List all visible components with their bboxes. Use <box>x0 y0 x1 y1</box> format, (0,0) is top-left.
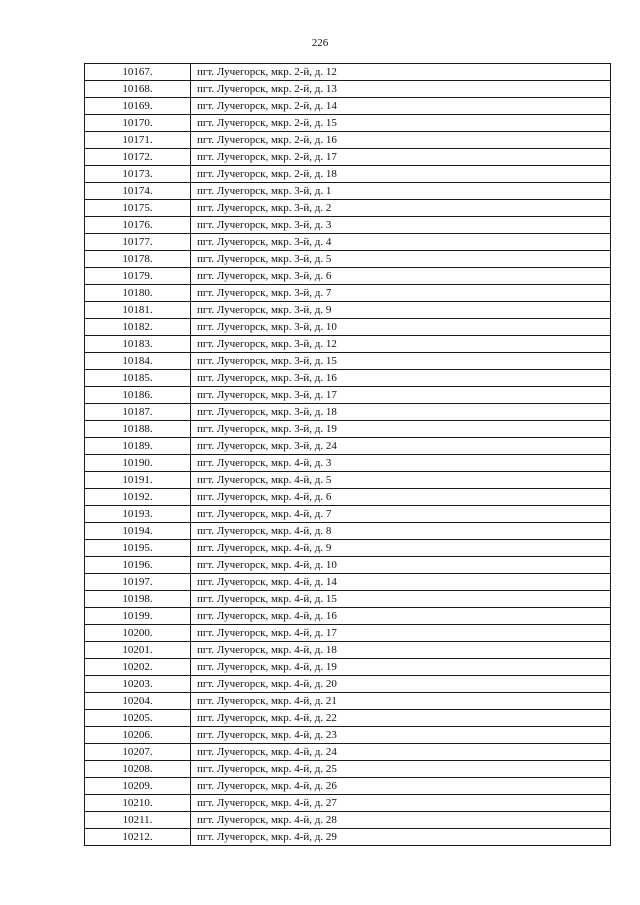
row-number-cell: 10204. <box>85 693 191 710</box>
address-cell: пгт. Лучегорск, мкр. 4-й, д. 14 <box>191 574 611 591</box>
table-row <box>85 642 611 659</box>
address-cell: пгт. Лучегорск, мкр. 3-й, д. 7 <box>191 285 611 302</box>
address-cell: пгт. Лучегорск, мкр. 3-й, д. 17 <box>191 387 611 404</box>
row-number-cell: 10188. <box>85 421 191 438</box>
address-cell: пгт. Лучегорск, мкр. 2-й, д. 13 <box>191 81 611 98</box>
address-cell: пгт. Лучегорск, мкр. 4-й, д. 19 <box>191 659 611 676</box>
table-row <box>85 183 611 200</box>
row-number-cell: 10187. <box>85 404 191 421</box>
address-cell: пгт. Лучегорск, мкр. 2-й, д. 17 <box>191 149 611 166</box>
table-row <box>85 149 611 166</box>
table-row <box>85 778 611 795</box>
address-cell: пгт. Лучегорск, мкр. 2-й, д. 12 <box>191 64 611 81</box>
address-cell: пгт. Лучегорск, мкр. 4-й, д. 9 <box>191 540 611 557</box>
row-number-cell: 10186. <box>85 387 191 404</box>
address-cell: пгт. Лучегорск, мкр. 3-й, д. 9 <box>191 302 611 319</box>
table-row <box>85 81 611 98</box>
row-number-cell: 10178. <box>85 251 191 268</box>
table-row <box>85 404 611 421</box>
table-row <box>85 591 611 608</box>
row-number-cell: 10180. <box>85 285 191 302</box>
table-row <box>85 489 611 506</box>
row-number-cell: 10199. <box>85 608 191 625</box>
row-number-cell: 10167. <box>85 64 191 81</box>
table-row <box>85 285 611 302</box>
row-number-cell: 10190. <box>85 455 191 472</box>
row-number-cell: 10173. <box>85 166 191 183</box>
row-number-cell: 10200. <box>85 625 191 642</box>
address-cell: пгт. Лучегорск, мкр. 4-й, д. 17 <box>191 625 611 642</box>
row-number-cell: 10203. <box>85 676 191 693</box>
address-cell: пгт. Лучегорск, мкр. 3-й, д. 24 <box>191 438 611 455</box>
address-cell: пгт. Лучегорск, мкр. 3-й, д. 3 <box>191 217 611 234</box>
table-row <box>85 574 611 591</box>
table-row <box>85 557 611 574</box>
row-number-cell: 10177. <box>85 234 191 251</box>
row-number-cell: 10185. <box>85 370 191 387</box>
table-row <box>85 795 611 812</box>
row-number-cell: 10182. <box>85 319 191 336</box>
row-number-cell: 10172. <box>85 149 191 166</box>
address-cell: пгт. Лучегорск, мкр. 4-й, д. 5 <box>191 472 611 489</box>
table-row <box>85 608 611 625</box>
table-row <box>85 812 611 829</box>
address-cell: пгт. Лучегорск, мкр. 3-й, д. 5 <box>191 251 611 268</box>
row-number-cell: 10175. <box>85 200 191 217</box>
table-row <box>85 659 611 676</box>
row-number-cell: 10189. <box>85 438 191 455</box>
address-cell: пгт. Лучегорск, мкр. 4-й, д. 23 <box>191 727 611 744</box>
row-number-cell: 10209. <box>85 778 191 795</box>
table-row <box>85 472 611 489</box>
address-cell: пгт. Лучегорск, мкр. 3-й, д. 18 <box>191 404 611 421</box>
row-number-cell: 10170. <box>85 115 191 132</box>
address-cell: пгт. Лучегорск, мкр. 3-й, д. 1 <box>191 183 611 200</box>
table-row <box>85 829 611 846</box>
address-cell: пгт. Лучегорск, мкр. 4-й, д. 8 <box>191 523 611 540</box>
row-number-cell: 10184. <box>85 353 191 370</box>
address-cell: пгт. Лучегорск, мкр. 3-й, д. 12 <box>191 336 611 353</box>
address-cell: пгт. Лучегорск, мкр. 4-й, д. 29 <box>191 829 611 846</box>
row-number-cell: 10202. <box>85 659 191 676</box>
address-cell: пгт. Лучегорск, мкр. 3-й, д. 4 <box>191 234 611 251</box>
address-registry-table <box>84 63 611 846</box>
row-number-cell: 10206. <box>85 727 191 744</box>
address-cell: пгт. Лучегорск, мкр. 2-й, д. 16 <box>191 132 611 149</box>
address-cell: пгт. Лучегорск, мкр. 3-й, д. 2 <box>191 200 611 217</box>
row-number-cell: 10211. <box>85 812 191 829</box>
table-row <box>85 455 611 472</box>
address-cell: пгт. Лучегорск, мкр. 3-й, д. 19 <box>191 421 611 438</box>
address-cell: пгт. Лучегорск, мкр. 3-й, д. 6 <box>191 268 611 285</box>
table-row <box>85 370 611 387</box>
table-row <box>85 302 611 319</box>
row-number-cell: 10207. <box>85 744 191 761</box>
address-cell: пгт. Лучегорск, мкр. 4-й, д. 16 <box>191 608 611 625</box>
row-number-cell: 10193. <box>85 506 191 523</box>
table-row <box>85 336 611 353</box>
table-row <box>85 64 611 81</box>
row-number-cell: 10208. <box>85 761 191 778</box>
row-number-cell: 10197. <box>85 574 191 591</box>
row-number-cell: 10201. <box>85 642 191 659</box>
row-number-cell: 10171. <box>85 132 191 149</box>
row-number-cell: 10196. <box>85 557 191 574</box>
registry-table-body <box>85 64 611 846</box>
table-row <box>85 319 611 336</box>
address-cell: пгт. Лучегорск, мкр. 4-й, д. 22 <box>191 710 611 727</box>
row-number-cell: 10181. <box>85 302 191 319</box>
page-number: 226 <box>311 37 329 49</box>
table-row <box>85 727 611 744</box>
address-cell: пгт. Лучегорск, мкр. 3-й, д. 15 <box>191 353 611 370</box>
address-cell: пгт. Лучегорск, мкр. 4-й, д. 26 <box>191 778 611 795</box>
row-number-cell: 10168. <box>85 81 191 98</box>
table-row <box>85 387 611 404</box>
table-row <box>85 625 611 642</box>
row-number-cell: 10183. <box>85 336 191 353</box>
row-number-cell: 10194. <box>85 523 191 540</box>
row-number-cell: 10195. <box>85 540 191 557</box>
table-row <box>85 540 611 557</box>
table-row <box>85 421 611 438</box>
table-row <box>85 166 611 183</box>
address-cell: пгт. Лучегорск, мкр. 3-й, д. 16 <box>191 370 611 387</box>
row-number-cell: 10174. <box>85 183 191 200</box>
address-cell: пгт. Лучегорск, мкр. 4-й, д. 21 <box>191 693 611 710</box>
table-row <box>85 744 611 761</box>
row-number-cell: 10176. <box>85 217 191 234</box>
row-number-cell: 10212. <box>85 829 191 846</box>
table-row <box>85 506 611 523</box>
table-row <box>85 115 611 132</box>
row-number-cell: 10192. <box>85 489 191 506</box>
address-cell: пгт. Лучегорск, мкр. 3-й, д. 10 <box>191 319 611 336</box>
row-number-cell: 10210. <box>85 795 191 812</box>
table-row <box>85 676 611 693</box>
table-row <box>85 268 611 285</box>
row-number-cell: 10179. <box>85 268 191 285</box>
table-row <box>85 234 611 251</box>
table-row <box>85 438 611 455</box>
table-row <box>85 353 611 370</box>
address-cell: пгт. Лучегорск, мкр. 4-й, д. 27 <box>191 795 611 812</box>
table-row <box>85 98 611 115</box>
address-cell: пгт. Лучегорск, мкр. 4-й, д. 20 <box>191 676 611 693</box>
address-cell: пгт. Лучегорск, мкр. 4-й, д. 3 <box>191 455 611 472</box>
table-row <box>85 200 611 217</box>
address-cell: пгт. Лучегорск, мкр. 2-й, д. 14 <box>191 98 611 115</box>
row-number-cell: 10169. <box>85 98 191 115</box>
table-row <box>85 132 611 149</box>
table-row <box>85 217 611 234</box>
table-row <box>85 761 611 778</box>
address-cell: пгт. Лучегорск, мкр. 4-й, д. 10 <box>191 557 611 574</box>
table-row <box>85 251 611 268</box>
row-number-cell: 10205. <box>85 710 191 727</box>
address-cell: пгт. Лучегорск, мкр. 2-й, д. 18 <box>191 166 611 183</box>
table-row <box>85 693 611 710</box>
address-cell: пгт. Лучегорск, мкр. 4-й, д. 15 <box>191 591 611 608</box>
row-number-cell: 10198. <box>85 591 191 608</box>
address-cell: пгт. Лучегорск, мкр. 4-й, д. 28 <box>191 812 611 829</box>
row-number-cell: 10191. <box>85 472 191 489</box>
address-cell: пгт. Лучегорск, мкр. 4-й, д. 18 <box>191 642 611 659</box>
address-cell: пгт. Лучегорск, мкр. 4-й, д. 25 <box>191 761 611 778</box>
address-cell: пгт. Лучегорск, мкр. 2-й, д. 15 <box>191 115 611 132</box>
table-row <box>85 523 611 540</box>
table-row <box>85 710 611 727</box>
address-cell: пгт. Лучегорск, мкр. 4-й, д. 7 <box>191 506 611 523</box>
address-cell: пгт. Лучегорск, мкр. 4-й, д. 24 <box>191 744 611 761</box>
address-cell: пгт. Лучегорск, мкр. 4-й, д. 6 <box>191 489 611 506</box>
